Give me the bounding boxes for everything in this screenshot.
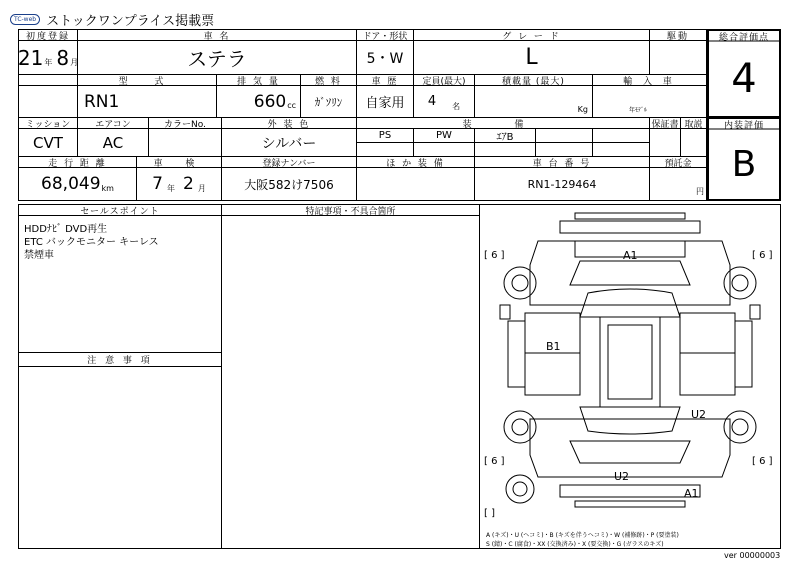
first-reg-label: 初度登録: [25, 31, 70, 42]
chassis-value: RN1-129464: [527, 177, 597, 191]
color-no-label: カラーNo.: [164, 119, 206, 130]
page-title: ストックワンプライス掲載票: [46, 13, 215, 29]
notes-title: 特記事項・不具合箇所: [305, 206, 396, 217]
version: ver 00000003: [724, 551, 781, 560]
grade-value: L: [525, 45, 538, 70]
exterior-color-label: 外 装 色: [267, 119, 311, 130]
tire-rear-left: [ 6 ]: [484, 456, 505, 467]
mission-value: CVT: [33, 133, 63, 152]
chassis-label: 車 台 番 号: [532, 158, 592, 169]
plate-label: 登録ナンバー: [262, 158, 316, 169]
car-name-value: ステラ: [187, 47, 247, 71]
door-type-value: 5・W: [366, 50, 404, 67]
capacity-value: 4 名: [427, 94, 461, 111]
fuel-value: ｶﾞｿﾘﾝ: [314, 95, 343, 109]
equip-airbag: ｴｱB: [496, 132, 514, 143]
deposit-label: 預託金: [664, 158, 692, 169]
capacity-label: 定員(最大): [422, 76, 466, 87]
exterior-color-value: シルバー: [261, 135, 317, 152]
grade-label: グ レ ー ド: [502, 31, 561, 42]
sales-line: ETC バックモニター キーレス: [24, 237, 159, 248]
mileage-value: 68,049 km: [41, 174, 114, 194]
overall-score-value: 4: [731, 56, 757, 102]
equip-pw: PW: [436, 130, 452, 141]
inspection-label: 車 検: [153, 158, 205, 169]
spare-tire: [ ]: [484, 508, 495, 519]
fuel-label: 燃 料: [315, 76, 342, 87]
car-name-label: 車 名: [203, 31, 231, 42]
tire-rear-right: [ 6 ]: [752, 456, 773, 467]
tcweb-logo: TC-web: [10, 14, 40, 25]
damage-mark: U2: [691, 408, 707, 421]
door-type-label: ドア・形状: [362, 31, 408, 42]
plate-value: 大阪582け7506: [244, 177, 334, 192]
first-reg-value: 21 年 8 月: [17, 45, 79, 70]
interior-score-value: B: [731, 144, 757, 185]
equip-ps: PS: [378, 130, 392, 141]
sales-line: HDDﾅﾋﾞ DVD再生: [24, 224, 108, 235]
model-value: RN1: [84, 91, 120, 112]
damage-mark: A1: [623, 249, 638, 262]
aircon-label: エアコン: [95, 119, 131, 130]
sales-title: セールスポイント: [80, 206, 160, 217]
warranty-label: 保証書: [651, 119, 679, 130]
mileage-label: 走 行 距 離: [48, 158, 107, 169]
caution-title: 注 意 事 項: [87, 356, 153, 366]
damage-mark: B1: [546, 340, 561, 353]
load-label: 積載量 (最大): [502, 76, 565, 87]
manual-label: 取説: [684, 119, 703, 130]
displacement-label: 排 気 量: [237, 76, 280, 87]
model-label: 型 式: [118, 76, 176, 87]
legend-line-2: S (錆)・C (腐食)・XX (交換済み)・X (要交換)・G (ガラスのキズ): [486, 541, 664, 548]
deposit-unit: 円: [696, 187, 704, 196]
interior-score-label: 内装評価: [723, 120, 764, 131]
sales-line: 禁煙車: [24, 250, 54, 261]
damage-mark: A1: [684, 487, 699, 500]
tire-front-right: [ 6 ]: [752, 250, 773, 261]
legend-line-1: A (キズ)・U (ヘコミ)・B (キズを伴うヘコミ)・W (補修跡)・P (要塗装): [486, 532, 679, 539]
other-equip-label: ほ か 装 備: [386, 158, 445, 169]
displacement-value: 660 cc: [253, 91, 296, 112]
inspection-value: 7 年 2 月: [152, 174, 206, 194]
history-value: 自家用: [365, 96, 405, 111]
overall-score-label: 総合評価点: [718, 32, 769, 43]
history-label: 車 歴: [371, 76, 399, 87]
damage-mark: U2: [614, 470, 630, 483]
equipment-label: 装 備: [462, 119, 544, 130]
drive-label: 駆動: [666, 31, 689, 42]
mission-label: ミッション: [25, 119, 71, 130]
aircon-value: AC: [102, 133, 124, 152]
sales-points: [24, 223, 159, 262]
import-note: 年ﾓﾃﾞﾙ: [628, 107, 647, 114]
load-unit: Kg: [577, 105, 588, 114]
tire-front-left: [ 6 ]: [484, 250, 505, 261]
import-label: 輸 入 車: [623, 76, 676, 87]
